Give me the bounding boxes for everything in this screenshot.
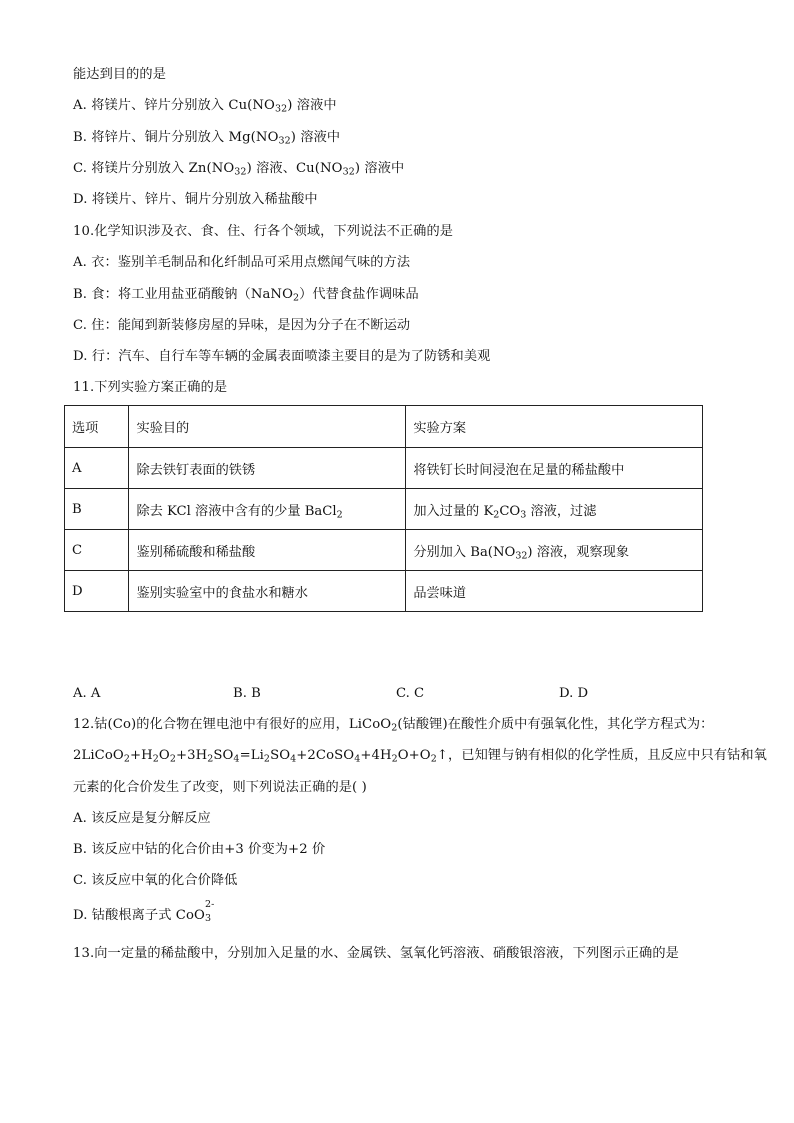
q9-option-c: C. 将镁片分别放入 $Zn(NO_{32})$ 溶液、$Cu(NO_{32})$ 溶液中 xyxy=(73,161,405,178)
q12-equation-line: $2LiCoO_2+H_2O_2+3H_2SO_4=Li_2SO_4+2CoSO_4+4H_2O+O_2↑$，已知锂与钠有相似的化学性质，且反应中只有钴和氧 xyxy=(73,748,767,765)
table-header-row xyxy=(65,406,703,448)
q9-option-d: D. 将镁片、锌片、铜片分别放入稀盐酸中 xyxy=(73,192,318,207)
q12-stem-line3: 元素的化合价发生了改变，则下列说法正确的是( ) xyxy=(73,780,367,795)
q11-answer-c: C. C xyxy=(396,686,425,701)
table-row xyxy=(65,530,703,571)
cell-option: D xyxy=(65,571,129,612)
q12-option-a: A. 该反应是复分解反应 xyxy=(73,811,211,826)
q11-answer-d: D. D xyxy=(559,686,589,701)
q10-option-b: B. 食：将工业用盐亚硝酸钠（NaNO$_2$）代替食盐作调味品 xyxy=(73,287,419,304)
cell-plan: 加入过量的 $K_2CO_3$ 溶液，过滤 xyxy=(406,489,703,530)
q11-answer-b: B. B xyxy=(233,686,261,701)
cell-plan: 分别加入 $Ba(NO_{32})$ 溶液，观察现象 xyxy=(406,530,703,571)
cell-plan: 将铁钉长时间浸泡在足量的稀盐酸中 xyxy=(406,448,703,489)
header-option: 选项 xyxy=(65,406,129,448)
q9-option-b: B. 将锌片、铜片分别放入 $Mg(NO_{32})$ 溶液中 xyxy=(73,130,341,147)
q11-stem: 11.下列实验方案正确的是 xyxy=(73,380,228,395)
cell-goal: 鉴别实验室中的食盐水和糖水 xyxy=(129,571,406,612)
header-plan: 实验方案 xyxy=(406,406,703,448)
q11-experiment-table xyxy=(64,405,703,612)
q12-option-c: C. 该反应中氧的化合价降低 xyxy=(73,873,238,888)
cell-option: B xyxy=(65,489,129,530)
q10-option-c: C. 住：能闻到新装修房屋的异味，是因为分子在不断运动 xyxy=(73,318,411,333)
q12-stem-line1: 12.钴(Co)的化合物在锂电池中有很好的应用，LiCoO$_2$(钴酸锂)在酸性介质中有强氧化性，其化学方程式为： xyxy=(73,717,714,734)
q9-option-a: A. 将镁片、锌片分别放入 $Cu(NO_{32})$ 溶液中 xyxy=(73,98,337,115)
q10-option-d: D. 行：汽车、自行车等车辆的金属表面喷漆主要目的是为了防锈和美观 xyxy=(73,349,491,364)
header-goal: 实验目的 xyxy=(129,406,406,448)
cell-plan: 品尝味道 xyxy=(406,571,703,612)
cell-option: A xyxy=(65,448,129,489)
q10-stem: 10.化学知识涉及衣、食、住、行各个领域，下列说法不正确的是 xyxy=(73,224,454,239)
q12-option-b: B. 该反应中钴的化合价由+3 价变为+2 价 xyxy=(73,842,326,857)
q10-option-a: A. 衣：鉴别羊毛制品和化纤制品可采用点燃闻气味的方法 xyxy=(73,255,411,270)
q12-option-d: D. 钴酸根离子式 CoO 2- 3 xyxy=(73,899,215,924)
q9-stem-tail: 能达到目的的是 xyxy=(73,67,167,82)
cell-goal: 除去铁钉表面的铁锈 xyxy=(129,448,406,489)
cell-goal: 鉴别稀硫酸和稀盐酸 xyxy=(129,530,406,571)
q11-answer-a: A. A xyxy=(73,686,101,701)
table-row xyxy=(65,448,703,489)
cell-goal: 除去 KCl 溶液中含有的少量 BaCl$_2$ xyxy=(129,489,406,530)
cell-option: C xyxy=(65,530,129,571)
q11-answer-options xyxy=(73,685,633,703)
table-row xyxy=(65,571,703,612)
table-row xyxy=(65,489,703,530)
q13-stem: 13.向一定量的稀盐酸中，分别加入足量的水、金属铁、氢氧化钙溶液、硝酸银溶液，下列图示正确的是 xyxy=(73,946,679,961)
